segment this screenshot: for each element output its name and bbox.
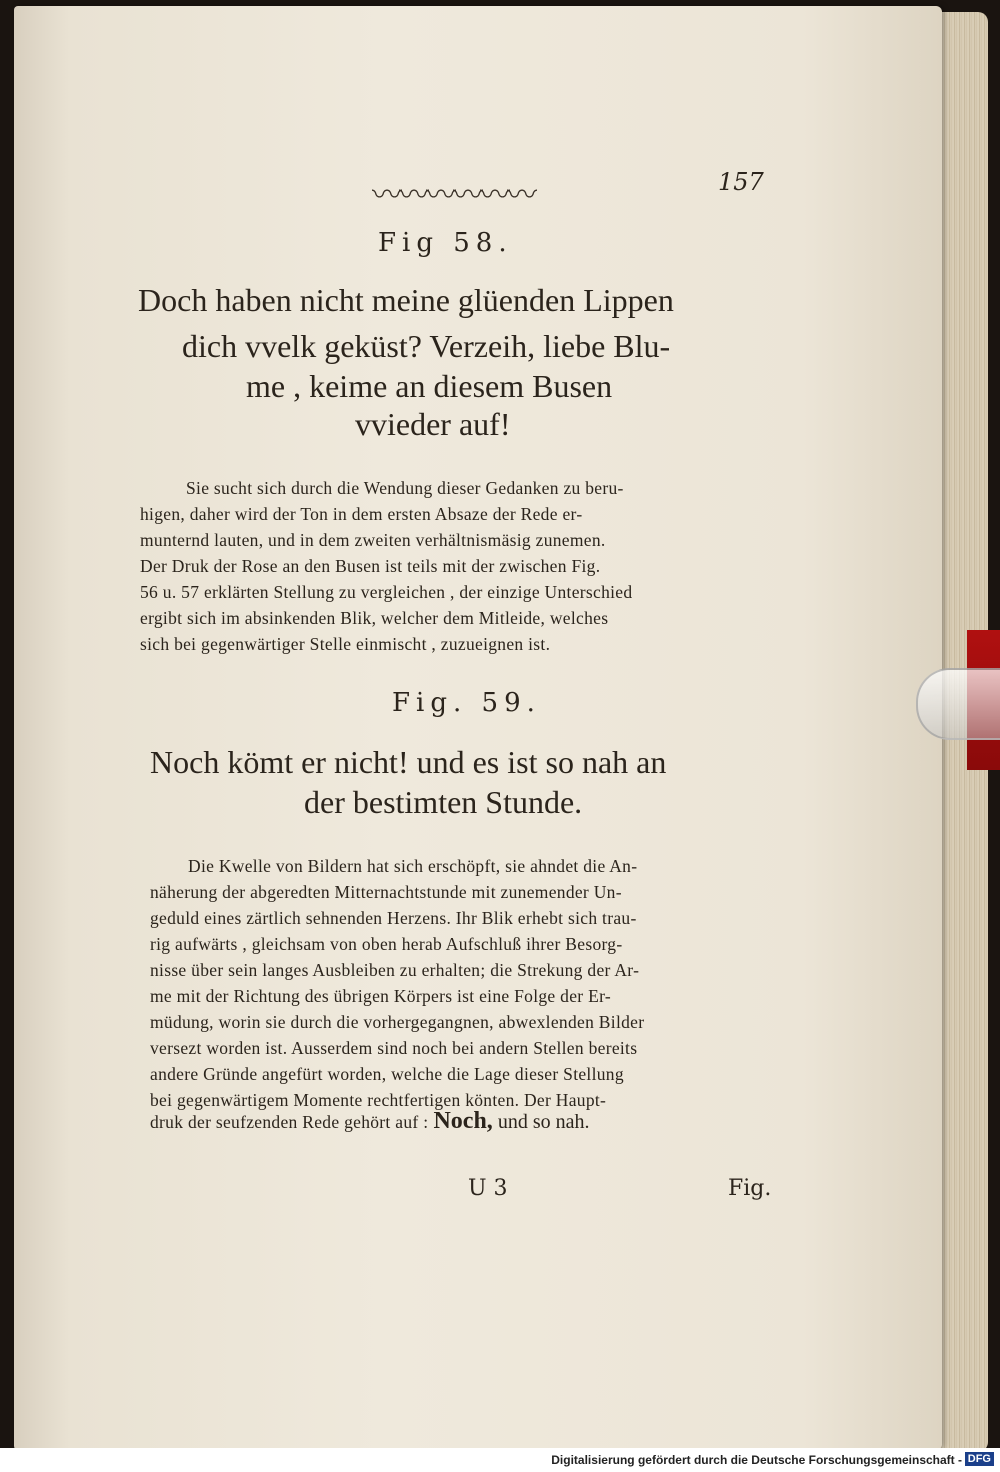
- fig59-commentary-line: müdung, worin sie durch die vorhergegangnen, abwexlenden Bilder: [150, 1012, 645, 1032]
- fig58-commentary-line: higen, daher wird der Ton in dem ersten Absaze der Rede er-: [140, 504, 583, 524]
- fig59-commentary-line: näherung der abgeredten Mitternachtstunde mit zunemender Un-: [150, 882, 622, 902]
- page-clip: [916, 668, 1000, 740]
- header-ornament: 〰〰〰〰〰〰: [372, 178, 534, 213]
- fig58-verse-line: dich vvelk geküst? Verzeih, liebe Blu-: [182, 328, 671, 364]
- fig59-commentary-line: versezt worden ist. Ausserdem sind noch bei andern Stellen bereits: [150, 1038, 638, 1058]
- fig58-commentary-line: 56 u. 57 erklärten Stellung zu vergleichen , der einzige Unterschied: [140, 582, 633, 602]
- footer-credit-bar: [0, 1448, 1000, 1472]
- fig58-heading: Fig 58.: [378, 228, 513, 258]
- fig59-commentary-line: rig aufwärts , gleichsam von oben herab Aufschluß ihrer Besorg-: [150, 934, 623, 954]
- fig59-commentary-line: geduld eines zärtlich sehnenden Herzens. Ihr Blik erhebt sich trau-: [150, 908, 637, 928]
- book-page: [14, 6, 942, 1450]
- dfg-credit: Digitalisierung gefördert durch die Deutsche Forschungsgemeinschaft -: [551, 1453, 962, 1467]
- fig59-last-line: [150, 1108, 590, 1135]
- fig58-commentary-line: ergibt sich im absinkenden Blik, welcher dem Mitleide, welches: [140, 608, 609, 628]
- dfg-logo-icon: DFG: [965, 1452, 994, 1466]
- fig58-commentary-line: Sie sucht sich durch die Wendung dieser Gedanken zu beru-: [186, 478, 624, 498]
- fig59-verse-line: der bestimten Stunde.: [304, 784, 583, 820]
- fig59-commentary-line: Die Kwelle von Bildern hat sich erschöpft, sie ahndet die An-: [188, 856, 638, 876]
- fig59-commentary-line: andere Gründe angefürt worden, welche die Lage dieser Stellung: [150, 1064, 624, 1084]
- fig58-verse-line: vvieder auf!: [355, 406, 511, 442]
- fig59-heading: Fig. 59.: [392, 688, 541, 718]
- page-number: 157: [718, 168, 764, 196]
- catchword: Fig.: [728, 1176, 772, 1201]
- fig59-commentary-line: me mit der Richtung des übrigen Körpers ist eine Folge der Er-: [150, 986, 611, 1006]
- fig59-verse-line: Noch kömt er nicht! und es ist so nah an: [150, 744, 667, 780]
- signature-mark: U 3: [468, 1176, 508, 1201]
- last-line-suffix: und so nah.: [497, 1111, 590, 1133]
- last-line-emphasis: Noch,: [433, 1108, 493, 1134]
- fig58-verse-line: Doch haben nicht meine glüenden Lippen: [138, 282, 674, 318]
- fig58-commentary-line: sich bei gegenwärtiger Stelle einmischt , zuzueignen ist.: [140, 634, 551, 654]
- fig58-verse-line: me , keime an diesem Busen: [246, 368, 613, 404]
- fig59-commentary-line: bei gegenwärtigem Momente rechtfertigen könten. Der Haupt-: [150, 1090, 607, 1110]
- fig58-commentary-line: munternd lauten, und in dem zweiten verhältnismäsig zunemen.: [140, 530, 606, 550]
- fig58-commentary-line: Der Druk der Rose an den Busen ist teils mit der zwischen Fig.: [140, 556, 601, 576]
- fig59-commentary-line: nisse über sein langes Ausbleiben zu erhalten; die Strekung der Ar-: [150, 960, 640, 980]
- last-line-prefix: druk der seufzenden Rede gehört auf :: [150, 1112, 429, 1132]
